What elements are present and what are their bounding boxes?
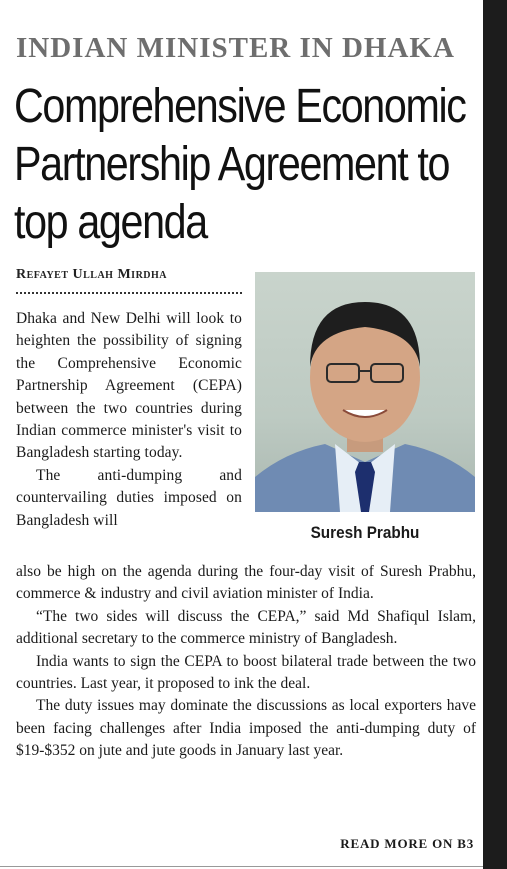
byline-divider [16,292,242,294]
body-paragraph: India wants to sign the CEPA to boost bilateral trade between the two countries. Last year, it proposed to ink the deal. [16,652,476,693]
minister-photo [255,272,475,512]
lead-paragraph: Dhaka and New Delhi will look to heighten the possibility of signing the Comprehensive Economic Partnership Agreement (CEPA) between the two countries during Indian commerce minister's visit to Bangladesh starting today. [16,310,242,462]
read-more-link[interactable]: READ MORE ON B3 [340,836,474,851]
lead-paragraph: The anti-dumping and countervailing duties imposed on Bangladesh will [16,466,242,529]
body-paragraph: “The two sides will discuss the CEPA,” said Md Shafiqul Islam, additional secretary to the commerce ministry of Bangladesh. [16,607,476,648]
article-byline [16,267,167,283]
portrait-illustration [255,272,475,512]
article-headline: Comprehensive Economic Partnership Agreement to top agenda [14,80,466,249]
body-paragraph: also be high on the agenda during the four-day visit of Suresh Prabhu, commerce & industry and civil aviation minister of India. [16,563,476,603]
page-edge-bar [483,0,507,869]
bottom-rule [0,866,483,867]
body-column [16,561,476,763]
byline-name: Refayet Ullah Mirdha [16,267,168,282]
photo-caption: Suresh Prabhu [310,523,420,542]
lead-column [16,308,242,532]
body-paragraph: The duty issues may dominate the discussions as local exporters have been facing challenges after India imposed the anti-dumping duty of $19-$352 on jute and jute goods in January last year. [16,697,476,760]
article-kicker: INDIAN MINISTER IN DHAKA [16,32,455,64]
